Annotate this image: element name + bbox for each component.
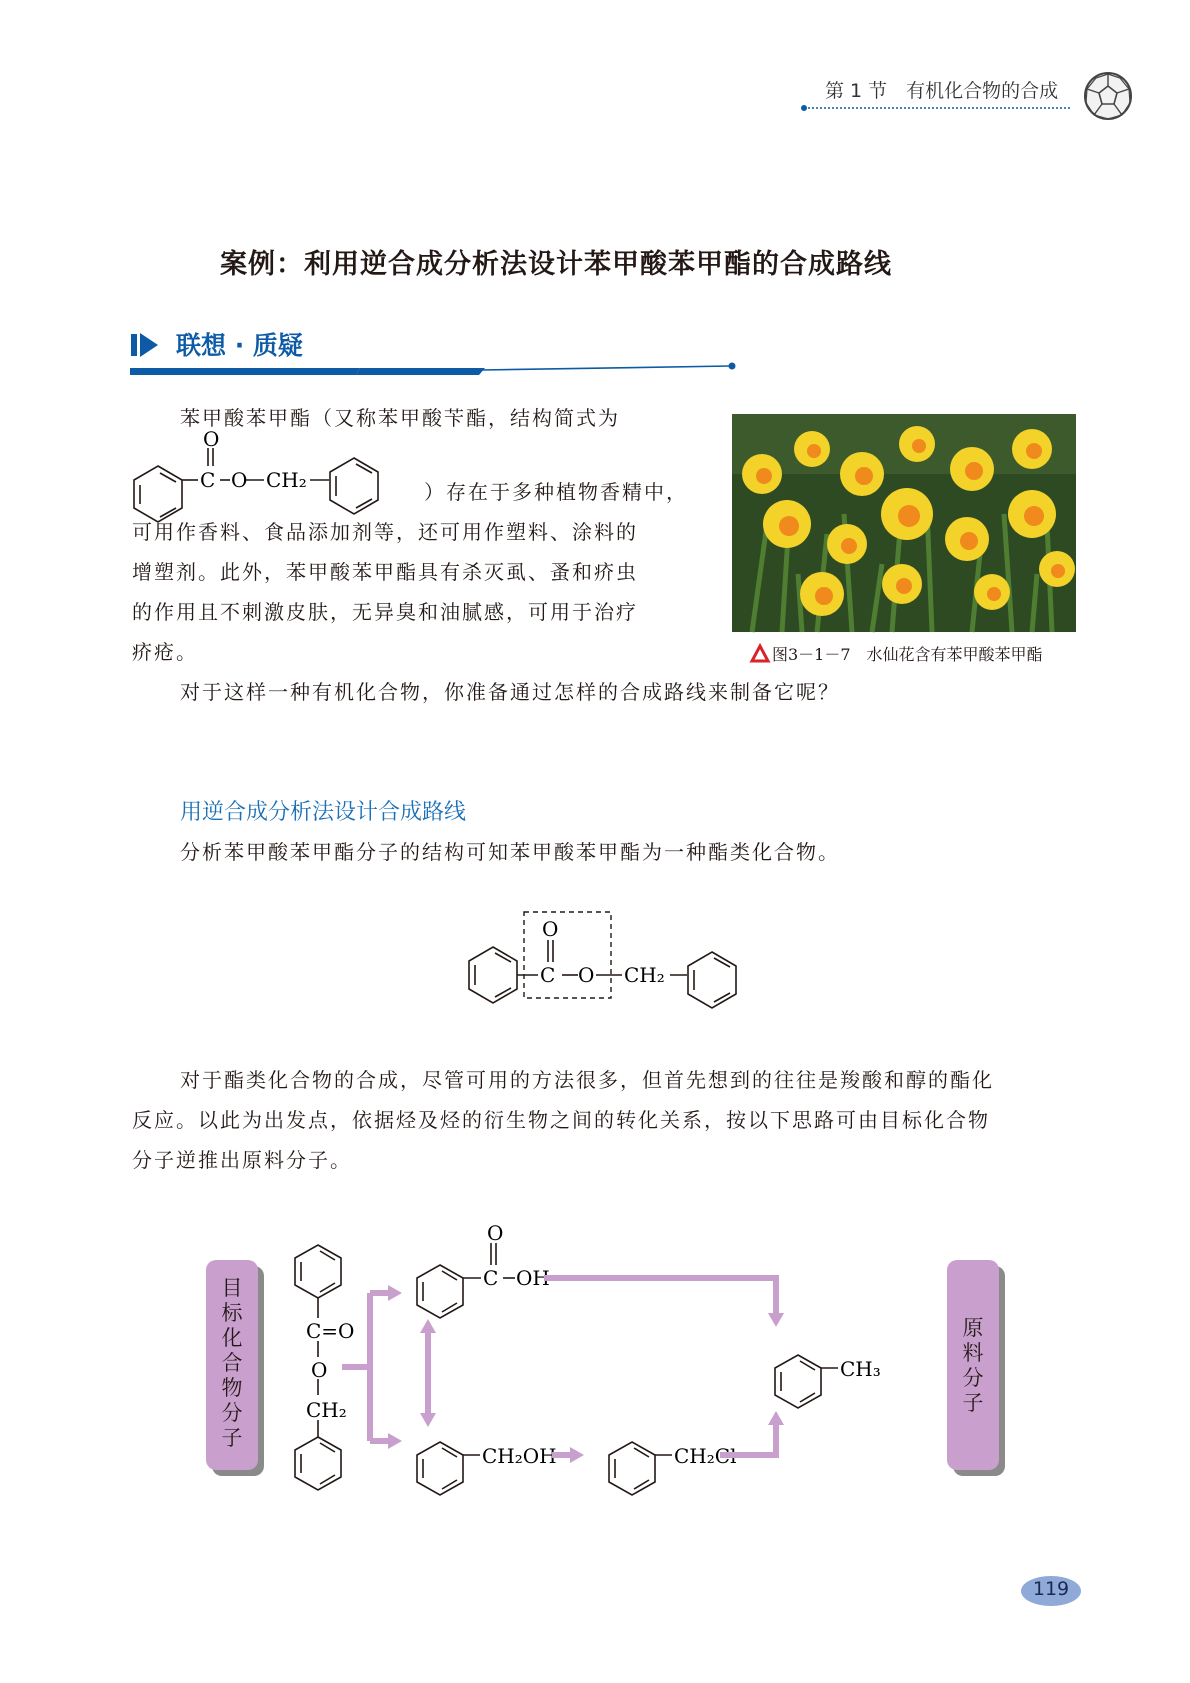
subsection-line-1: 分析苯甲酸苯甲酯分子的结构可知苯甲酸苯甲酯为一种酯类化合物。 [180, 840, 840, 864]
header-dotted-rule [800, 104, 1080, 114]
intro-line-5: 的作用且不刺激皮肤，无异臭和油腻感，可用于治疗 [132, 600, 638, 624]
daffodil-photo [732, 414, 1076, 632]
chem-o-top: O [542, 917, 559, 941]
chem-o-top: O [203, 427, 220, 451]
vertical-label-char: 化 [221, 1326, 243, 1350]
body2-line-1: 对于酯类化合物的合成，尽管可用的方法很多，但首先想到的往往是羧酸和醇的酯化 [180, 1068, 994, 1092]
vertical-label-char: 原 [962, 1316, 984, 1340]
vertical-label-char: 子 [962, 1391, 984, 1415]
chem-ch2cl: CH₂Cl [674, 1444, 737, 1468]
target-compound-label [222, 1276, 244, 1450]
intro-line-6: 疥疮。 [132, 640, 198, 664]
section-underline [130, 362, 740, 382]
vertical-label-char: 目 [221, 1276, 243, 1300]
chem-ch2: CH₂ [306, 1398, 347, 1422]
body2-line-2: 反应。以此为出发点，依据烃及烃的衍生物之间的转化关系，按以下思路可由目标化合物 [132, 1108, 990, 1132]
vertical-label-char: 料 [962, 1341, 984, 1365]
chem-oh: OH [516, 1266, 550, 1290]
vertical-label-char: 物 [221, 1376, 243, 1400]
chapter-header: 第 1 节 有机化合物的合成 [825, 80, 1059, 102]
fullerene-icon [1082, 70, 1134, 122]
vertical-label-char: 分 [962, 1366, 984, 1390]
raw-material-label [963, 1316, 984, 1415]
play-arrow-icon [130, 330, 160, 360]
chem-o: O [231, 468, 248, 492]
chem-o-acid: O [487, 1221, 504, 1245]
chem-c-eq-o: C=O [306, 1319, 355, 1343]
ester-structure-figure [462, 910, 752, 1025]
intro-line-3: 可用作香料、食品添加剂等，还可用作塑料、涂料的 [132, 520, 638, 544]
chem-ch3: CH₃ [840, 1357, 881, 1381]
chem-ch2: CH₂ [266, 468, 307, 492]
page-number: 119 [1032, 1578, 1070, 1600]
body2-line-3: 分子逆推出原料分子。 [132, 1148, 352, 1172]
chem-ch2oh: CH₂OH [482, 1444, 557, 1468]
vertical-label-char: 标 [221, 1301, 243, 1325]
case-title: 案例：利用逆合成分析法设计苯甲酸苯甲酯的合成路线 [220, 249, 892, 280]
vertical-label-char: 合 [221, 1351, 243, 1375]
chem-c-acid: C [483, 1266, 499, 1290]
chem-o: O [311, 1358, 328, 1382]
caption-triangle-icon [750, 644, 770, 664]
chem-ch2: CH₂ [624, 963, 665, 987]
chem-o: O [578, 963, 595, 987]
chem-c: C [200, 468, 216, 492]
figure-caption: 图3－1－7 水仙花含有苯甲酸苯甲酯 [772, 645, 1043, 664]
subsection-heading: 用逆合成分析法设计合成路线 [180, 800, 467, 825]
vertical-label-char: 子 [221, 1426, 243, 1450]
chem-c: C [540, 963, 556, 987]
section-label: 联想 · 质疑 [176, 331, 303, 360]
intro-line-2: ）存在于多种植物香精中， [424, 480, 688, 504]
intro-line-1: 苯甲酸苯甲酯（又称苯甲酸苄酯，结构简式为 [180, 406, 620, 430]
raw-material-box [947, 1260, 999, 1470]
intro-line-4: 增塑剂。此外，苯甲酸苯甲酯具有杀灭虱、蚤和疥虫 [132, 560, 638, 584]
intro-question: 对于这样一种有机化合物，你准备通过怎样的合成路线来制备它呢？ [180, 680, 840, 704]
vertical-label-char: 分 [221, 1401, 243, 1425]
retrosynthesis-scheme [200, 1215, 1010, 1520]
